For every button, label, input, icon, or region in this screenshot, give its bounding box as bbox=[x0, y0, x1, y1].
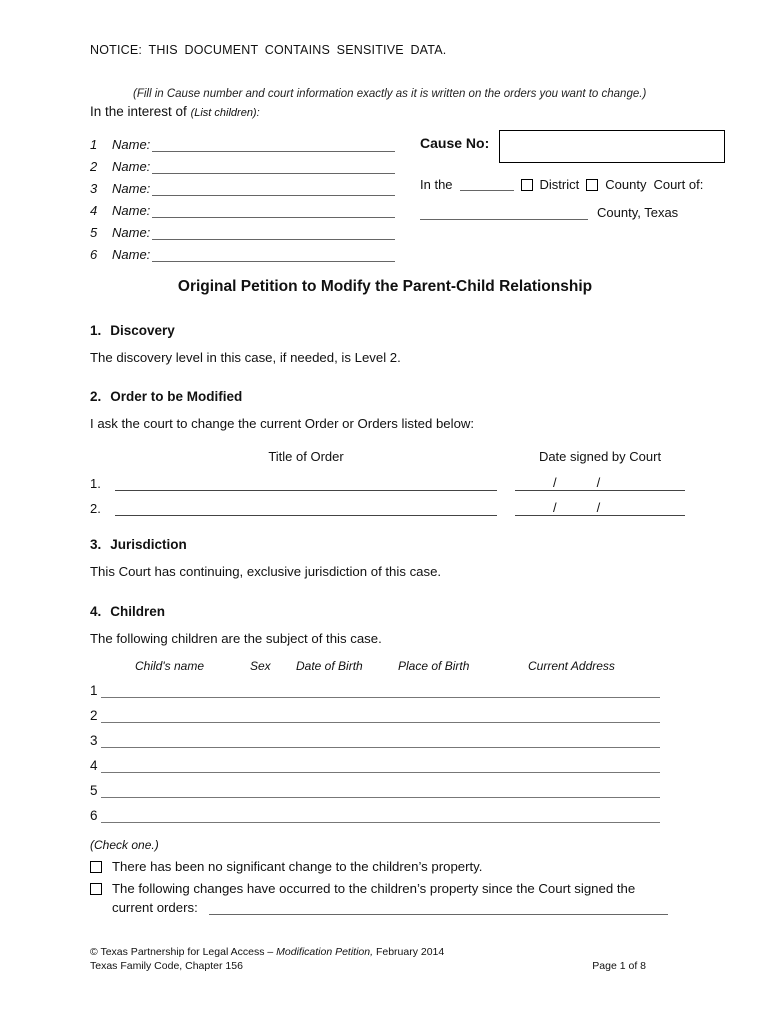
date-slash: / bbox=[553, 475, 557, 490]
child-name-row bbox=[90, 218, 395, 240]
no-change-text: There has been no significant change to the children’s property. bbox=[112, 859, 483, 874]
changes-occurred-checkbox[interactable] bbox=[90, 883, 102, 895]
changes-occurred-line1: The following changes have occurred to the children’s property since the Court signed the bbox=[112, 881, 636, 896]
county-checkbox[interactable] bbox=[586, 179, 598, 191]
child-row bbox=[90, 673, 660, 698]
child-row-number: 6 bbox=[90, 808, 98, 823]
court-number-input[interactable] bbox=[460, 178, 514, 191]
child-info-input[interactable] bbox=[101, 713, 660, 723]
date-slash: / bbox=[596, 475, 601, 490]
child-name-row bbox=[90, 240, 395, 262]
section-title: Jurisdiction bbox=[110, 537, 187, 552]
child-info-input[interactable] bbox=[101, 763, 660, 773]
order-row-number: 1. bbox=[90, 476, 101, 491]
child-row bbox=[90, 723, 660, 748]
name-label: Name: bbox=[112, 159, 151, 174]
date-slash: / bbox=[553, 500, 557, 515]
cause-number-row bbox=[420, 130, 725, 163]
name-row-number: 4 bbox=[90, 203, 98, 218]
date-of-birth-header: Date of Birth bbox=[296, 659, 363, 673]
order-date-input[interactable] bbox=[515, 501, 685, 516]
section-title: Children bbox=[110, 604, 166, 619]
order-date-input[interactable] bbox=[515, 476, 685, 491]
child-name-input[interactable] bbox=[152, 247, 395, 262]
child-row-number: 4 bbox=[90, 758, 98, 773]
child-info-input[interactable] bbox=[101, 738, 660, 748]
child-name-input[interactable] bbox=[152, 137, 395, 152]
check-one-label: (Check one.) bbox=[90, 838, 159, 852]
name-row-number: 3 bbox=[90, 181, 98, 196]
section-number: 4. bbox=[90, 604, 102, 619]
date-slash: / bbox=[596, 500, 601, 515]
page-footer bbox=[90, 945, 725, 973]
name-label: Name: bbox=[112, 181, 151, 196]
family-code-line: Texas Family Code, Chapter 156 bbox=[90, 960, 243, 972]
list-children-hint: (List children): bbox=[190, 107, 260, 119]
child-row bbox=[90, 773, 660, 798]
section-jurisdiction-heading bbox=[90, 537, 725, 552]
order-title-input[interactable] bbox=[115, 506, 497, 516]
cause-no-input[interactable] bbox=[499, 130, 725, 163]
child-info-input[interactable] bbox=[101, 788, 660, 798]
court-of-label: Court of: bbox=[653, 177, 704, 192]
child-name-input[interactable] bbox=[152, 225, 395, 240]
copyright-prefix: © Texas Partnership for Legal Access – bbox=[90, 946, 277, 958]
children-table-header bbox=[90, 659, 725, 673]
child-name-input[interactable] bbox=[152, 181, 395, 196]
child-name-row bbox=[90, 152, 395, 174]
child-row bbox=[90, 748, 660, 773]
children-body: The following children are the subject of this case. bbox=[90, 631, 382, 646]
case-caption bbox=[90, 130, 725, 262]
in-the-label: In the bbox=[420, 177, 453, 192]
interest-line bbox=[90, 104, 725, 119]
name-label: Name: bbox=[112, 203, 151, 218]
section-number: 1. bbox=[90, 323, 102, 338]
child-info-input[interactable] bbox=[101, 813, 660, 823]
court-info-column bbox=[395, 130, 725, 262]
name-label: Name: bbox=[112, 247, 151, 262]
order-row bbox=[90, 491, 725, 516]
title-of-order-header: Title of Order bbox=[268, 449, 344, 464]
child-name-row bbox=[90, 174, 395, 196]
order-row bbox=[90, 466, 725, 491]
child-row-number: 3 bbox=[90, 733, 98, 748]
name-row-number: 1 bbox=[90, 137, 98, 152]
section-children-heading bbox=[90, 604, 725, 619]
order-body: I ask the court to change the current Order or Orders listed below: bbox=[90, 416, 475, 431]
copyright-suffix: February 2014 bbox=[373, 946, 445, 958]
current-orders-label: current orders: bbox=[112, 900, 198, 915]
cause-no-label: Cause No: bbox=[420, 135, 490, 151]
county-name-input[interactable] bbox=[420, 206, 588, 220]
child-row bbox=[90, 798, 660, 823]
section-title: Discovery bbox=[110, 323, 175, 338]
district-label: District bbox=[539, 177, 580, 192]
fill-in-instruction: (Fill in Cause number and court information exactly as it is written on the orders you want to change.) bbox=[133, 88, 647, 100]
interest-label: In the interest of bbox=[90, 104, 187, 119]
no-change-checkbox[interactable] bbox=[90, 861, 102, 873]
child-name-row bbox=[90, 130, 395, 152]
county-row bbox=[420, 205, 725, 220]
name-row-number: 6 bbox=[90, 247, 98, 262]
child-row bbox=[90, 698, 660, 723]
children-names-column bbox=[90, 130, 395, 262]
children-table bbox=[90, 673, 725, 823]
court-selection-row bbox=[420, 177, 725, 192]
county-label: County bbox=[605, 177, 647, 192]
changes-occurred-text bbox=[112, 881, 668, 915]
child-info-input[interactable] bbox=[101, 688, 660, 698]
county-texas-label: County, Texas bbox=[597, 205, 679, 220]
page-number: Page 1 of 8 bbox=[592, 960, 646, 972]
child-row-number: 1 bbox=[90, 683, 98, 698]
section-number: 3. bbox=[90, 537, 102, 552]
changes-description-input[interactable] bbox=[209, 902, 668, 915]
sensitive-data-notice: NOTICE: THIS DOCUMENT CONTAINS SENSITIVE DATA. bbox=[90, 43, 447, 57]
child-row-number: 5 bbox=[90, 783, 98, 798]
name-row-number: 2 bbox=[90, 159, 98, 174]
changes-occurred-option bbox=[90, 881, 725, 915]
discovery-body: The discovery level in this case, if needed, is Level 2. bbox=[90, 350, 401, 365]
section-order-heading bbox=[90, 389, 725, 404]
date-signed-header: Date signed by Court bbox=[538, 449, 662, 464]
order-table-header bbox=[90, 449, 725, 464]
section-title: Order to be Modified bbox=[110, 389, 243, 404]
order-table bbox=[90, 466, 725, 516]
copyright-line bbox=[90, 945, 725, 959]
no-change-option bbox=[90, 859, 725, 874]
childs-name-header: Child's name bbox=[135, 659, 204, 673]
order-row-number: 2. bbox=[90, 501, 101, 516]
child-row-number: 2 bbox=[90, 708, 98, 723]
jurisdiction-body: This Court has continuing, exclusive jurisdiction of this case. bbox=[90, 564, 442, 579]
name-label: Name: bbox=[112, 137, 151, 152]
form-title: Original Petition to Modify the Parent-Child Relationship bbox=[177, 278, 593, 295]
copyright-title: Modification Petition, bbox=[276, 946, 374, 958]
section-discovery-heading bbox=[90, 323, 725, 338]
order-title-input[interactable] bbox=[115, 481, 497, 491]
name-label: Name: bbox=[112, 225, 151, 240]
sex-header: Sex bbox=[250, 659, 271, 673]
current-address-header: Current Address bbox=[528, 659, 615, 673]
child-name-input[interactable] bbox=[152, 159, 395, 174]
child-name-input[interactable] bbox=[152, 203, 395, 218]
district-checkbox[interactable] bbox=[521, 179, 533, 191]
section-number: 2. bbox=[90, 389, 102, 404]
place-of-birth-header: Place of Birth bbox=[398, 659, 470, 673]
child-name-row bbox=[90, 196, 395, 218]
name-row-number: 5 bbox=[90, 225, 98, 240]
